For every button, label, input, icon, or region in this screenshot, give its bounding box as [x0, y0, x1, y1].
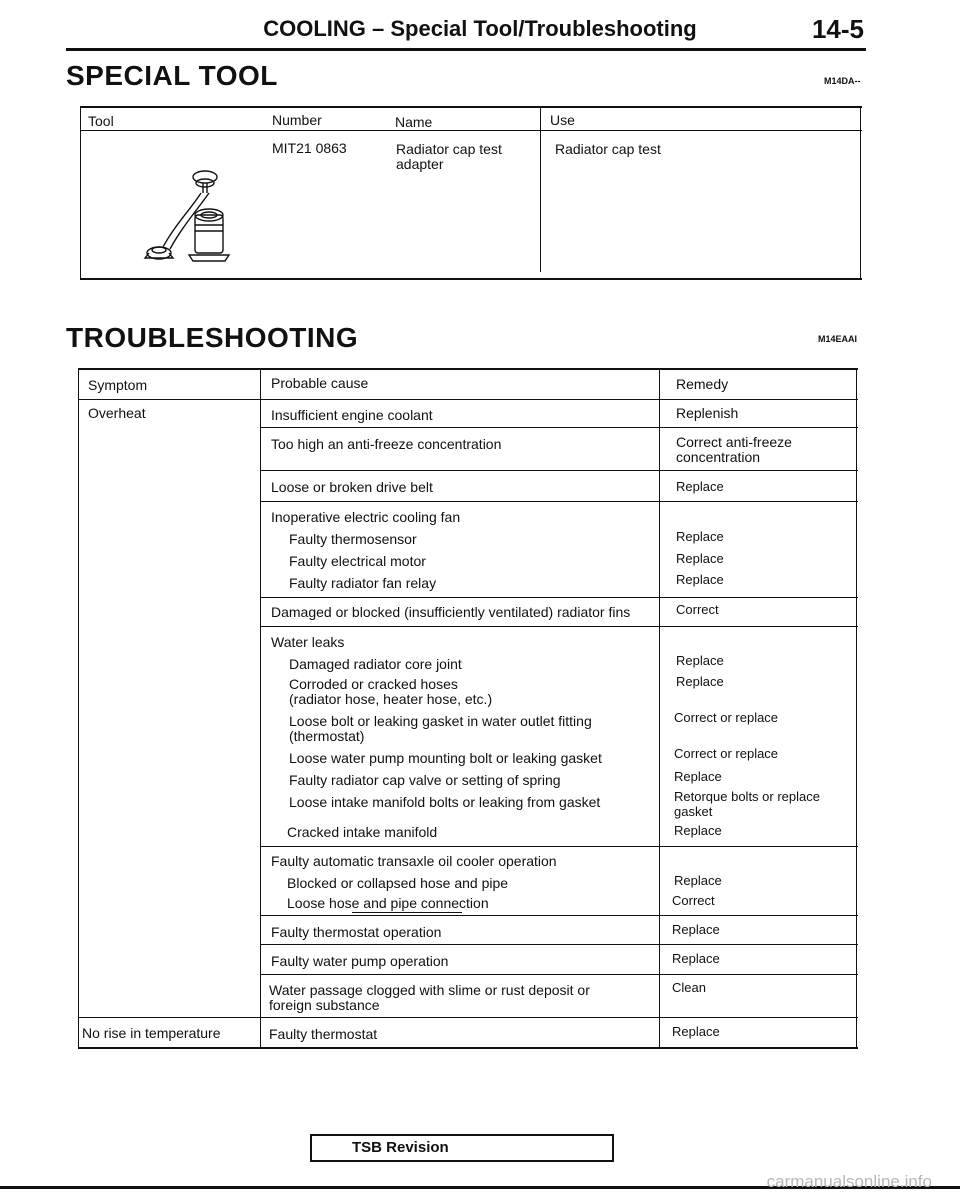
- cause-text: Faulty water pump operation: [271, 953, 449, 969]
- remedy-text: Replace: [674, 823, 722, 838]
- remedy-text: Replace: [672, 922, 720, 937]
- header-rule: [66, 48, 866, 51]
- remedy-text: Replenish: [676, 405, 739, 421]
- remedy-text: Replace: [674, 873, 722, 888]
- remedy-text: Correct: [672, 893, 715, 908]
- symptom-column-header: Symptom: [88, 377, 148, 393]
- special-tool-code: M14DA--: [824, 76, 861, 86]
- cause-text: Water leaks: [271, 634, 345, 650]
- tool-use: Radiator cap test: [555, 141, 661, 157]
- special-tool-heading: SPECIAL TOOL: [66, 60, 278, 91]
- watermark-text: carmanualsonline.info: [766, 1172, 932, 1191]
- tool-name-line2: adapter: [396, 156, 444, 172]
- cause-text-line2: foreign substance: [269, 997, 380, 1013]
- cause-column-header: Probable cause: [271, 375, 369, 391]
- remedy-text: Replace: [676, 674, 724, 689]
- sub-cause-text: Cracked intake manifold: [287, 824, 438, 840]
- radiator-cap-adapter-illustration: [135, 155, 245, 275]
- sub-cause-text: Loose bolt or leaking gasket in water outlet fitting: [289, 713, 592, 729]
- page-header-title: COOLING – Special Tool/Troubleshooting: [263, 16, 697, 41]
- use-column-header: Use: [550, 112, 575, 128]
- remedy-text: Correct anti-freeze: [676, 434, 792, 450]
- sub-cause-text-line2: (thermostat): [289, 728, 365, 744]
- remedy-text: Clean: [672, 980, 706, 995]
- tool-column-header: Tool: [88, 113, 114, 129]
- remedy-text: Replace: [676, 551, 724, 566]
- remedy-text: Correct: [676, 602, 719, 617]
- cause-text: Loose or broken drive belt: [271, 479, 433, 495]
- remedy-text: Replace: [676, 479, 724, 494]
- remedy-text: Replace: [676, 529, 724, 544]
- symptom-overheat: Overheat: [88, 405, 146, 421]
- sub-cause-text: Blocked or collapsed hose and pipe: [287, 875, 509, 891]
- cause-text: Faulty thermostat: [269, 1026, 378, 1042]
- cause-text: Inoperative electric cooling fan: [271, 509, 461, 525]
- cause-text: Damaged or blocked (insufficiently ventilated) radiator fins: [271, 604, 631, 620]
- tool-name: Radiator cap test: [396, 141, 502, 157]
- remedy-text: Correct or replace: [674, 710, 779, 725]
- cause-text: Faulty thermostat operation: [271, 924, 442, 940]
- sub-cause-text-line2: (radiator hose, heater hose, etc.): [289, 691, 493, 707]
- remedy-text-line2: gasket: [674, 804, 713, 819]
- tsb-revision-box: [310, 1134, 614, 1162]
- sub-cause-text: Faulty radiator fan relay: [289, 575, 437, 591]
- tool-number: MIT21 0863: [272, 140, 347, 156]
- troubleshooting-code: M14EAAI: [818, 334, 858, 344]
- tsb-revision-label: TSB Revision: [352, 1139, 449, 1156]
- sub-cause-text: Damaged radiator core joint: [289, 656, 462, 672]
- remedy-text: Replace: [676, 572, 724, 587]
- remedy-text: Replace: [672, 1024, 720, 1039]
- remedy-text: Replace: [672, 951, 720, 966]
- cause-text: Too high an anti-freeze concentration: [271, 436, 502, 452]
- cause-text: Faulty automatic transaxle oil cooler operation: [271, 853, 557, 869]
- page-number: 14-5: [811, 14, 864, 44]
- sub-cause-text: Corroded or cracked hoses: [289, 676, 458, 692]
- sub-cause-text: Loose hose and pipe connection: [287, 895, 489, 911]
- name-column-header: Name: [395, 114, 433, 130]
- sub-cause-text: Faulty electrical motor: [289, 553, 426, 569]
- remedy-text: Replace: [674, 769, 722, 784]
- sub-cause-text: Loose water pump mounting bolt or leaking gasket: [289, 750, 602, 766]
- sub-cause-text: Faulty radiator cap valve or setting of spring: [289, 772, 561, 788]
- cause-text: Insufficient engine coolant: [271, 407, 433, 423]
- sub-cause-text: Loose intake manifold bolts or leaking from gasket: [289, 794, 601, 810]
- remedy-text: Correct or replace: [674, 746, 779, 761]
- sub-cause-text: Faulty thermosensor: [289, 531, 417, 547]
- troubleshooting-heading: TROUBLESHOOTING: [66, 322, 359, 353]
- remedy-text: Replace: [676, 653, 724, 668]
- cause-text: Water passage clogged with slime or rust deposit or: [269, 982, 590, 998]
- symptom-no-rise: No rise in temperature: [82, 1025, 221, 1041]
- number-column-header: Number: [272, 112, 322, 128]
- remedy-text-line2: concentration: [676, 449, 761, 465]
- remedy-column-header: Remedy: [676, 376, 729, 392]
- remedy-text: Retorque bolts or replace: [674, 789, 820, 804]
